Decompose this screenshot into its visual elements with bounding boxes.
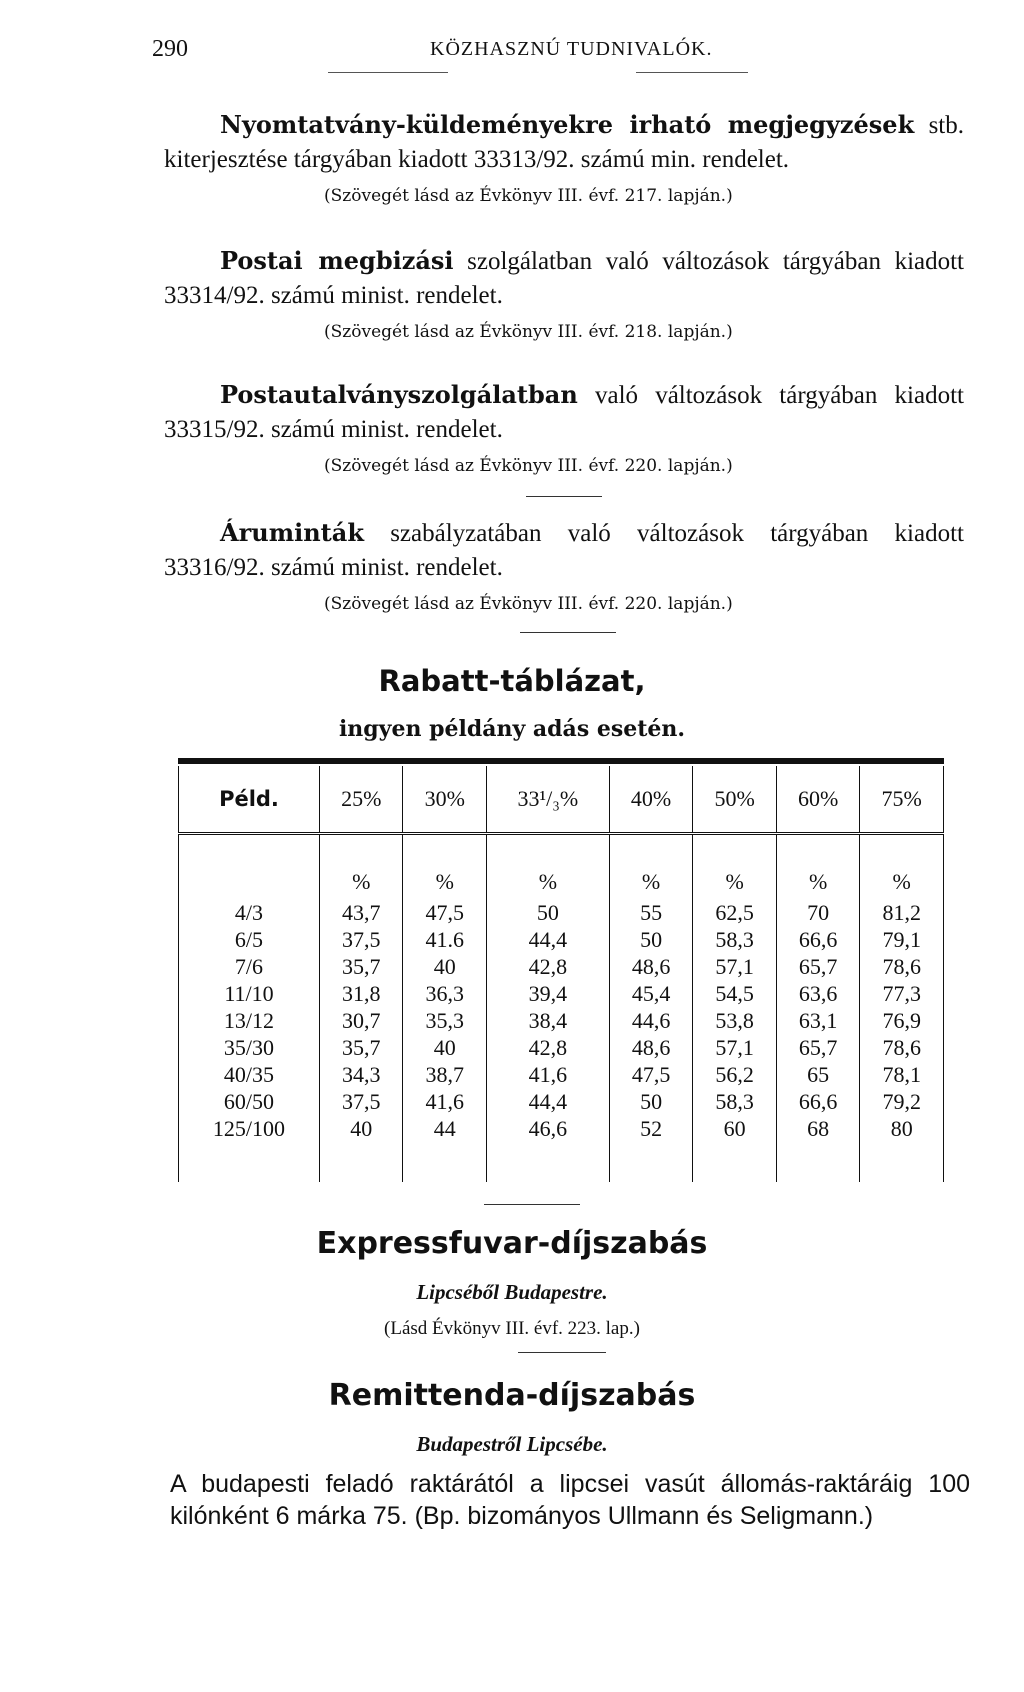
rate-cell: 62,5 <box>693 899 777 926</box>
rabatt-title: Rabatt-táblázat, <box>378 664 646 698</box>
remittenda-route: Budapestről Lipcsébe. <box>416 1432 608 1456</box>
rate-cell: 44 <box>403 1115 487 1142</box>
rate-cell: 37,5 <box>319 1088 403 1115</box>
column-header-rate: 25% <box>319 766 403 834</box>
example-cell: 35/30 <box>179 1034 320 1061</box>
rate-cell: 80 <box>860 1115 944 1142</box>
rate-cell: 58,3 <box>693 926 777 953</box>
table-row <box>179 1115 944 1142</box>
table-spacer-row <box>179 1142 944 1182</box>
notice-4-title: Áruminták <box>220 518 364 547</box>
notice-1-text: stb. kiterjesztése tárgyában kiadott 33313/92. számú min. rendelet. <box>164 112 964 173</box>
table-row <box>179 1034 944 1061</box>
section-divider-3 <box>484 1204 580 1205</box>
rate-cell: 44,6 <box>609 1007 693 1034</box>
example-cell: 125/100 <box>179 1115 320 1142</box>
rate-cell: 78,6 <box>860 953 944 980</box>
column-header-rate: 33¹/₃% <box>487 766 610 834</box>
column-header-rate: 40% <box>609 766 693 834</box>
expressfuvar-title: Expressfuvar-díjszabás <box>316 1226 708 1261</box>
rate-cell: 79,1 <box>860 926 944 953</box>
example-cell: 13/12 <box>179 1007 320 1034</box>
rate-cell: 34,3 <box>319 1061 403 1088</box>
rabatt-table <box>178 766 944 1182</box>
notice-1-reference: (Szövegét lásd az Évkönyv III. évf. 217. lapján.) <box>324 186 733 206</box>
rate-cell: 63,1 <box>776 1007 860 1034</box>
rate-cell: 50 <box>487 899 610 926</box>
column-header-rate: 75% <box>860 766 944 834</box>
rate-cell: 30,7 <box>319 1007 403 1034</box>
example-cell: 7/6 <box>179 953 320 980</box>
page-number: 290 <box>152 36 188 62</box>
column-header-rate: 50% <box>693 766 777 834</box>
rate-cell: 65,7 <box>776 953 860 980</box>
table-row <box>179 899 944 926</box>
empty-cell <box>319 1142 403 1182</box>
unit-cell: % <box>403 834 487 900</box>
rate-cell: 60 <box>693 1115 777 1142</box>
unit-cell: % <box>693 834 777 900</box>
page-header <box>0 36 1024 66</box>
empty-cell <box>403 1142 487 1182</box>
rate-cell: 65 <box>776 1061 860 1088</box>
rabatt-subtitle: ingyen példány adás esetén. <box>338 716 686 742</box>
rate-cell: 54,5 <box>693 980 777 1007</box>
rate-cell: 65,7 <box>776 1034 860 1061</box>
running-title: KÖZHASZNÚ TUDNIVALÓK. <box>430 38 713 60</box>
rate-cell: 53,8 <box>693 1007 777 1034</box>
rate-cell: 41.6 <box>403 926 487 953</box>
rate-cell: 58,3 <box>693 1088 777 1115</box>
rate-cell: 56,2 <box>693 1061 777 1088</box>
notice-2-reference: (Szövegét lásd az Évkönyv III. évf. 218. lapján.) <box>324 322 733 342</box>
rate-cell: 57,1 <box>693 1034 777 1061</box>
column-header-rate: 60% <box>776 766 860 834</box>
rate-cell: 42,8 <box>487 1034 610 1061</box>
rate-cell: 57,1 <box>693 953 777 980</box>
rate-cell: 50 <box>609 1088 693 1115</box>
notice-4-reference: (Szövegét lásd az Évkönyv III. évf. 220. lapján.) <box>324 594 733 614</box>
rate-cell: 66,6 <box>776 926 860 953</box>
notice-3 <box>164 378 964 447</box>
rate-cell: 41,6 <box>487 1061 610 1088</box>
rate-cell: 42,8 <box>487 953 610 980</box>
rate-cell: 50 <box>609 926 693 953</box>
table-row <box>179 1088 944 1115</box>
empty-cell <box>179 1142 320 1182</box>
rate-cell: 35,7 <box>319 1034 403 1061</box>
remittenda-text: A budapesti feladó raktárától a lipcsei vasút állomás-raktáráig 100 kilónként 6 márka 75. (Bp. bizományos Ullmann és Seligmann.) <box>170 1470 970 1530</box>
rate-cell: 48,6 <box>609 953 693 980</box>
rate-cell: 40 <box>319 1115 403 1142</box>
section-divider-4 <box>518 1352 606 1353</box>
header-rule-left <box>328 72 448 73</box>
rate-cell: 40 <box>403 1034 487 1061</box>
empty-cell <box>609 1142 693 1182</box>
rate-cell: 39,4 <box>487 980 610 1007</box>
table-row <box>179 953 944 980</box>
rate-cell: 31,8 <box>319 980 403 1007</box>
rate-cell: 70 <box>776 899 860 926</box>
rate-cell: 38,7 <box>403 1061 487 1088</box>
unit-cell: % <box>609 834 693 900</box>
expressfuvar-reference: (Lásd Évkönyv III. évf. 223. lap.) <box>384 1318 640 1339</box>
table-row <box>179 980 944 1007</box>
rate-cell: 55 <box>609 899 693 926</box>
rate-cell: 44,4 <box>487 926 610 953</box>
notice-3-title: Postautalványszolgálatban <box>220 380 578 409</box>
rate-cell: 43,7 <box>319 899 403 926</box>
header-rule-right <box>636 72 748 73</box>
table-row <box>179 1007 944 1034</box>
unit-cell: % <box>487 834 610 900</box>
empty-cell <box>860 1142 944 1182</box>
rate-cell: 78,1 <box>860 1061 944 1088</box>
section-divider-2 <box>520 632 616 633</box>
example-cell: 4/3 <box>179 899 320 926</box>
table-body <box>179 834 944 1183</box>
example-cell: 60/50 <box>179 1088 320 1115</box>
empty-cell <box>487 1142 610 1182</box>
rate-cell: 66,6 <box>776 1088 860 1115</box>
table-row <box>179 926 944 953</box>
rate-cell: 44,4 <box>487 1088 610 1115</box>
rate-cell: 38,4 <box>487 1007 610 1034</box>
rate-cell: 68 <box>776 1115 860 1142</box>
empty-cell <box>776 1142 860 1182</box>
empty-cell <box>179 834 320 900</box>
empty-cell <box>693 1142 777 1182</box>
rate-cell: 47,5 <box>403 899 487 926</box>
column-header-example: Péld. <box>179 766 320 834</box>
example-cell: 6/5 <box>179 926 320 953</box>
notice-4 <box>164 516 964 585</box>
notice-2-title: Postai megbizási <box>220 246 454 275</box>
table-header-row <box>179 766 944 834</box>
unit-row <box>179 834 944 900</box>
rate-cell: 35,7 <box>319 953 403 980</box>
rate-cell: 47,5 <box>609 1061 693 1088</box>
rate-cell: 46,6 <box>487 1115 610 1142</box>
example-cell: 11/10 <box>179 980 320 1007</box>
rate-cell: 36,3 <box>403 980 487 1007</box>
unit-cell: % <box>860 834 944 900</box>
rate-cell: 76,9 <box>860 1007 944 1034</box>
rate-cell: 63,6 <box>776 980 860 1007</box>
rate-cell: 35,3 <box>403 1007 487 1034</box>
section-divider <box>526 496 602 497</box>
rate-cell: 48,6 <box>609 1034 693 1061</box>
rate-cell: 81,2 <box>860 899 944 926</box>
notice-4-text: szabályzatában való változások tárgyában kiadott 33316/92. számú minist. rendelet. <box>164 520 964 581</box>
notice-3-reference: (Szövegét lásd az Évkönyv III. évf. 220. lapján.) <box>324 456 733 476</box>
rate-cell: 77,3 <box>860 980 944 1007</box>
column-header-rate: 30% <box>403 766 487 834</box>
notice-1 <box>164 108 964 177</box>
remittenda-title: Remittenda-díjszabás <box>328 1378 696 1413</box>
notice-3-text: való változások tárgyában kiadott 33315/92. számú minist. rendelet. <box>164 382 964 443</box>
example-cell: 40/35 <box>179 1061 320 1088</box>
rate-cell: 79,2 <box>860 1088 944 1115</box>
expressfuvar-route: Lipcséből Budapestre. <box>416 1280 608 1304</box>
rate-cell: 45,4 <box>609 980 693 1007</box>
rate-cell: 37,5 <box>319 926 403 953</box>
unit-cell: % <box>319 834 403 900</box>
rate-cell: 78,6 <box>860 1034 944 1061</box>
notice-1-title: Nyomtatvány-küldeményekre irható megjegyzések <box>220 110 915 139</box>
notice-2-text: szolgálatban való változások tárgyában kiadott 33314/92. számú minist. rendelet. <box>164 248 964 309</box>
notice-2 <box>164 244 964 313</box>
rate-cell: 52 <box>609 1115 693 1142</box>
rate-cell: 41,6 <box>403 1088 487 1115</box>
rate-cell: 40 <box>403 953 487 980</box>
unit-cell: % <box>776 834 860 900</box>
table-top-rule <box>178 758 944 764</box>
table-row <box>179 1061 944 1088</box>
